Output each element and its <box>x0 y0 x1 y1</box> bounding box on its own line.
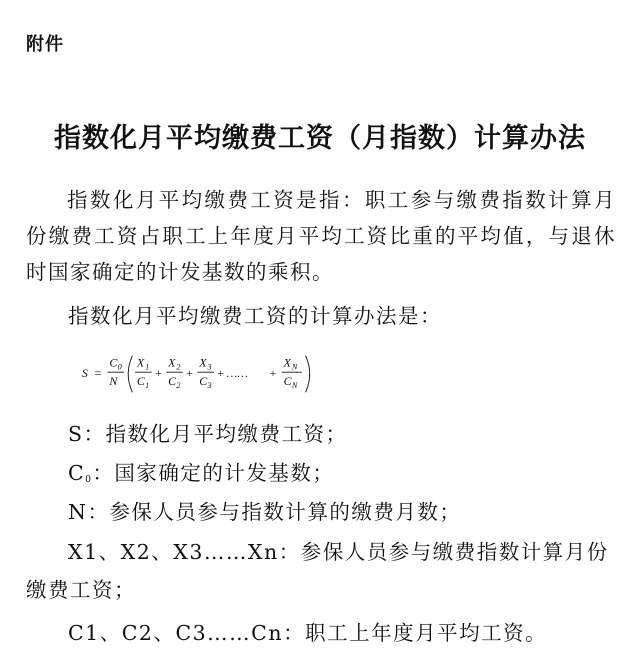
formula-coef-num: C <box>109 355 118 370</box>
definition-term: C1、C2、C3……Cn： <box>68 621 306 645</box>
formula-term1-den: C <box>136 374 145 388</box>
formula-term1-num: X <box>136 355 145 370</box>
definition-desc: 职工上年度月平均工资。 <box>305 621 548 645</box>
formula-termN-den-sub: N <box>291 380 298 390</box>
definition-term: N： <box>68 500 110 524</box>
formula-termN-num-sub: N <box>291 362 298 372</box>
method-intro: 指数化月平均缴费工资的计算办法是： <box>68 304 442 328</box>
formula-plus-2: + <box>185 365 194 380</box>
formula-term2-num-sub: 2 <box>176 362 181 372</box>
formula-term3-den: C <box>199 374 208 388</box>
formula-left-paren <box>128 356 132 393</box>
formula-term1-num-sub: 1 <box>145 362 150 372</box>
definition-desc: 指数化月平均缴费工资； <box>105 422 348 446</box>
formula-term3-num: X <box>199 355 207 370</box>
formula-term1-den-sub: 1 <box>145 380 150 390</box>
formula-plus-1: + <box>154 365 163 380</box>
attachment-label: 附件 <box>26 34 64 55</box>
formula-coef-den: N <box>109 374 118 388</box>
definition-term: S： <box>68 422 106 446</box>
formula-right-paren <box>306 356 310 393</box>
formula-term3-num-sub: 3 <box>207 362 212 372</box>
definition-term: C <box>68 461 86 485</box>
definition-term-after: ： <box>92 461 115 485</box>
formula-ellipsis: …… <box>226 365 248 380</box>
formula-termN-den: C <box>283 374 292 388</box>
formula-term2-den-sub: 2 <box>176 380 181 390</box>
definition-term: X1、X2、X3……Xn： <box>68 540 301 564</box>
formula-lhs: S <box>81 365 88 380</box>
definition-s <box>68 416 348 452</box>
definition-desc: 参保人员参与缴费指数计算月份缴费工资； <box>26 540 609 602</box>
definition-term-sub: 0 <box>85 475 93 485</box>
formula-termN-num: X <box>283 355 291 370</box>
definition-n <box>68 494 461 530</box>
definition-desc: 国家确定的计发基数； <box>114 461 335 485</box>
formula <box>68 352 358 396</box>
definition-desc: 参保人员参与指数计算的缴费月数； <box>109 500 462 524</box>
definition-paragraph: 指数化月平均缴费工资是指：职工参与缴费指数计算月份缴费工资占职工上年度月平均工资比重的平均值，与退休时国家确定的计发基数的乘积。 <box>26 188 616 284</box>
formula-term2-den: C <box>168 374 177 388</box>
formula-plus-4: + <box>268 365 277 380</box>
definition-c0 <box>68 455 334 498</box>
formula-term3-den-sub: 3 <box>207 380 212 390</box>
formula-term2-num: X <box>168 355 176 370</box>
formula-eq: = <box>93 365 102 380</box>
formula-plus-3: + <box>216 365 225 380</box>
definition-x <box>26 533 616 609</box>
definition-c <box>68 615 547 651</box>
formula-coef-num-sub: 0 <box>117 362 122 372</box>
document-title: 指数化月平均缴费工资（月指数）计算办法 <box>54 123 586 154</box>
